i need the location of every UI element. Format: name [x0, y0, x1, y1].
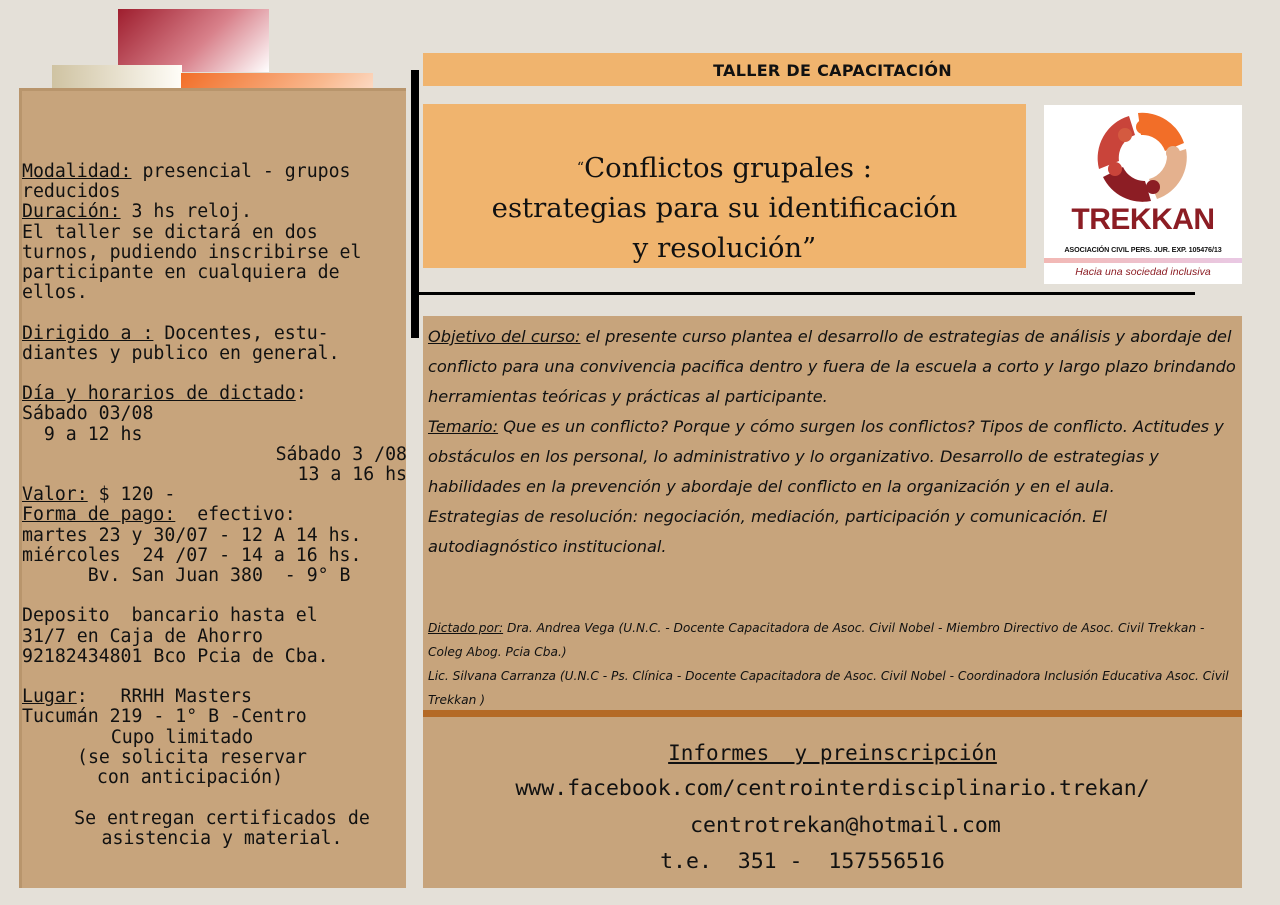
logo-divider: [1044, 258, 1242, 263]
modalidad-value-2: reducidos: [22, 181, 121, 203]
duracion-value: 3 hs reloj.: [120, 201, 252, 223]
contact-heading: Informes y preinscripción: [668, 741, 997, 765]
title-open-quote: “: [576, 160, 585, 176]
lugar-line: con anticipación): [96, 767, 284, 789]
facebook-link[interactable]: www.facebook.com/centrointerdisciplinario.trekan/: [515, 776, 1150, 801]
lugar-line: (se solicita reservar: [77, 746, 307, 768]
header-banner: [423, 53, 1242, 86]
title-line-3: y resolución”: [632, 232, 817, 264]
turnos-line: ellos.: [22, 282, 88, 304]
lugar-colon: :: [76, 686, 88, 708]
dictado-section: [428, 616, 1240, 712]
pago-line: martes 23 y 30/07 - 12 A 14 hs.: [22, 524, 362, 546]
dictado-text-2: Lic. Silvana Carranza (U.N.C - Ps. Clínica - Docente Capacitadora de Asoc. Civil Nobel - Coordinadora Inclusión Educativa Asoc. Civil Trekkan ): [428, 669, 1229, 707]
pago-line: Bv. San Juan 380 - 9° B: [22, 565, 351, 587]
sabado-1: Sábado 03/08: [22, 403, 154, 425]
pago-label: Forma de pago:: [22, 504, 176, 526]
dirigido-value: Docentes, estu-: [153, 322, 329, 344]
modalidad-label: Modalidad:: [22, 161, 132, 182]
pago-line: miércoles 24 /07 - 14 a 16 hs.: [22, 544, 362, 566]
dirigido-value-2: diantes y publico en general.: [22, 342, 340, 364]
dia-label: Día y horarios de dictado: [22, 383, 296, 405]
course-description-panel: [423, 316, 1242, 710]
phone-number: t.e. 351 - 157556516: [660, 849, 945, 874]
logo-subtitle: ASOCIACIÓN CIVIL PERS. JUR. EXP. 105476/13: [1064, 245, 1222, 254]
decor-block-red: [118, 9, 269, 72]
vertical-divider: [411, 70, 419, 338]
objetivo-label: Objetivo del curso:: [428, 327, 581, 346]
title-box: [423, 104, 1026, 268]
email-link[interactable]: centrotrekan@hotmail.com: [664, 812, 1001, 838]
valor-label: Valor:: [22, 484, 88, 506]
lugar-value: RRHH Masters: [87, 686, 252, 708]
dirigido-label: Dirigido a :: [22, 322, 154, 344]
people-circle-icon: [1044, 105, 1242, 205]
turnos-line: turnos, pudiendo inscribirse el: [22, 241, 362, 263]
sabado-2: Sábado 3 /08: [275, 443, 407, 465]
header-label: TALLER DE CAPACITACIÓN: [713, 61, 952, 80]
horizontal-divider: [415, 292, 1195, 295]
temario-label: Temario:: [428, 417, 499, 436]
lugar-label: Lugar: [22, 686, 77, 708]
lugar-line: Cupo limitado: [110, 726, 254, 748]
turnos-line: participante en cualquiera de: [22, 262, 340, 284]
temario-text: Que es un conflicto? Porque y cómo surgen los conflictos? Tipos de conflicto. Actitudes y obstáculos en los personal, lo administrativo y lo organizativo. Desarrollo de estrategias y habilidades en la prevención y abordaje del conflicto en la organización y en el aula.: [428, 417, 1224, 496]
title-line-1: Conflictos grupales :: [584, 152, 873, 184]
sabado-1-hours: 9 a 12 hs: [22, 423, 143, 445]
pago-value: efectivo:: [175, 504, 296, 526]
title-line-2: estrategias para su identificación: [491, 192, 958, 224]
cert-line: Se entregan certificados de: [74, 807, 370, 829]
lugar-line: Tucumán 219 - 1° B -Centro: [22, 706, 307, 728]
left-info-text: [22, 162, 407, 849]
course-description: [428, 322, 1238, 562]
section-separator: [423, 710, 1242, 717]
deposito-line: 31/7 en Caja de Ahorro: [22, 625, 263, 647]
logo-tagline: Hacia una sociedad inclusiva: [1075, 266, 1211, 278]
modalidad-value: presencial - grupos: [131, 161, 351, 182]
sabado-2-hours: 13 a 16 hs: [297, 464, 407, 486]
course-title: [423, 148, 1026, 268]
deposito-line: 92182434801 Bco Pcia de Cba.: [22, 645, 329, 667]
turnos-line: El taller se dictará en dos: [22, 221, 318, 243]
valor-value: $ 120 -: [87, 484, 176, 506]
logo-name: TREKKAN: [1071, 203, 1215, 236]
cert-line: asistencia y material.: [101, 827, 343, 849]
trekkan-logo: [1044, 105, 1242, 284]
deposito-line: Deposito bancario hasta el: [22, 605, 318, 627]
dia-colon: :: [295, 383, 307, 405]
contact-panel: [423, 717, 1242, 888]
estrategias-text: Estrategias de resolución: negociación, mediación, participación y comunicación. El autodiagnóstico institucional.: [428, 507, 1107, 556]
duracion-label: Duración:: [22, 201, 121, 223]
dictado-label: Dictado por:: [428, 621, 504, 635]
objetivo-text: el presente curso plantea el desarrollo de estrategias de análisis y abordaje del conflicto para una convivencia pacifica dentro y fuera de la escuela a corto y largo plazo brindando herramientas teóricas y prácticas al participante.: [428, 327, 1236, 406]
dictado-text-1: Dra. Andrea Vega (U.N.C. - Docente Capacitadora de Asoc. Civil Nobel - Miembro Directivo de Asoc. Civil Trekkan - Coleg Abog. Pcia Cba.): [428, 621, 1205, 659]
contact-text: [423, 735, 1242, 881]
